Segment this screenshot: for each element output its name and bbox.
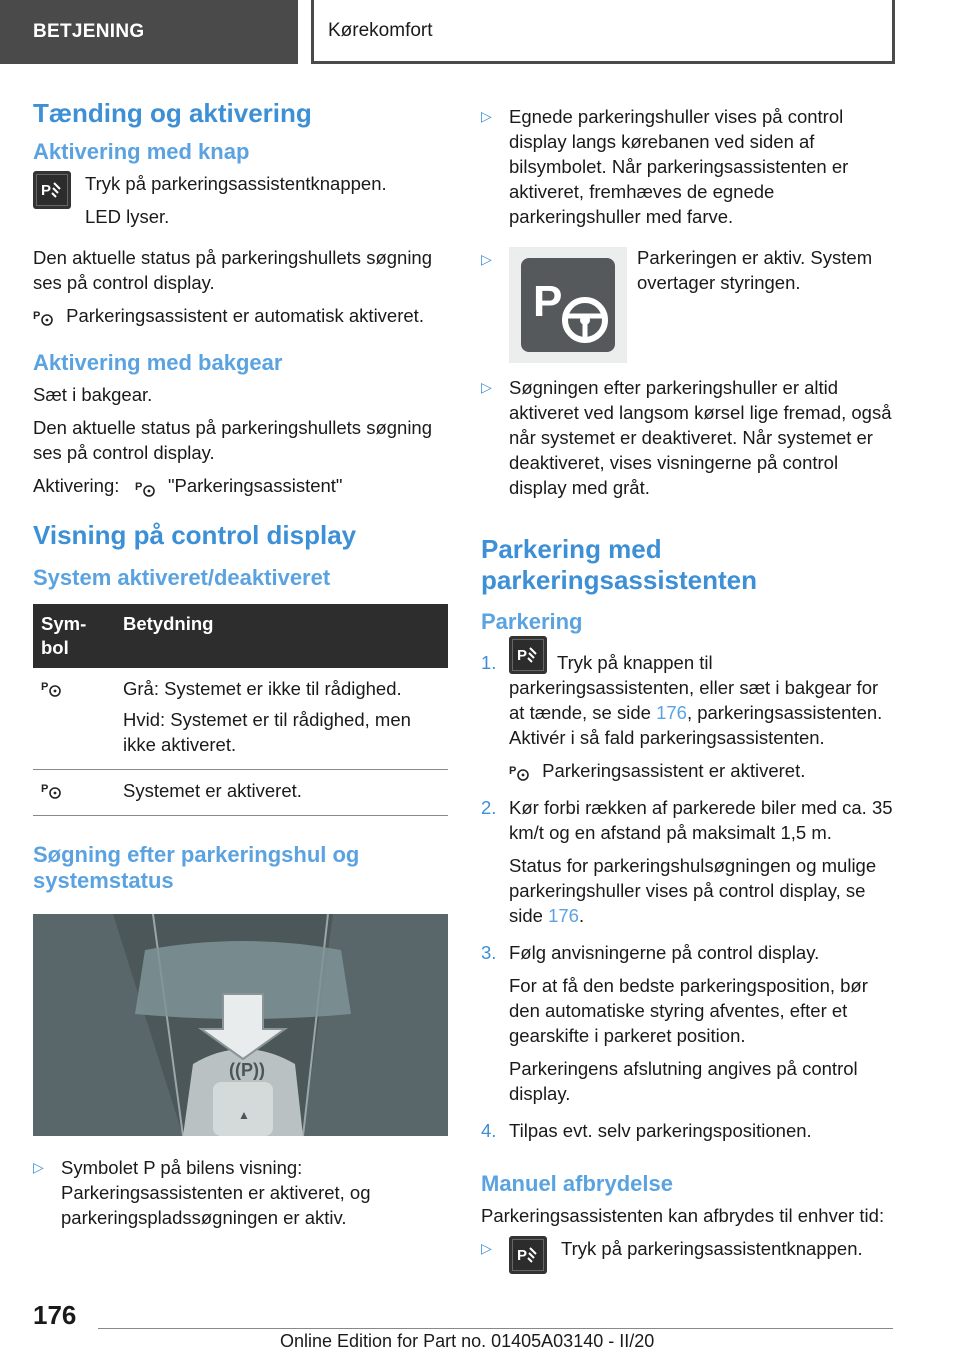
activation-value: "Parkeringsassistent" <box>167 475 343 497</box>
heading-activate-button: Aktivering med knap <box>33 138 250 164</box>
triangle-bullet-icon: ▷ <box>481 1240 492 1257</box>
heading-parking-with-assistant: Parkering med parkeringsassistenten <box>481 534 758 595</box>
status-text: Den aktuelle status på parkeringshullets søgning ses på control display. <box>33 247 433 294</box>
chapter-tab <box>311 0 895 64</box>
reverse-text-1: Sæt i bakgear. <box>33 384 153 406</box>
page-link[interactable]: 176 <box>548 904 579 926</box>
auto-activated-text: Parkeringsassistent er automatisk aktiveret. <box>66 305 424 327</box>
park-assist-button-icon <box>509 1236 547 1274</box>
heading-manual-cancel: Manuel afbrydelse <box>481 1170 673 1196</box>
heading-ignition: Tænding og aktivering <box>33 98 312 128</box>
symbol-table <box>33 604 448 816</box>
svg-text:P: P <box>41 782 49 795</box>
heading-parking: Parkering <box>481 609 583 635</box>
svg-text:P: P <box>517 646 528 664</box>
table-row <box>33 668 448 770</box>
button-text-2: LED lyser. <box>85 206 170 228</box>
step1-sub: P Parkeringsassistent er aktiveret. <box>509 759 806 781</box>
step4-text: Tilpas evt. selv parkeringspositionen. <box>509 1119 812 1141</box>
bullet-text: Søgningen efter parkeringshuller er altid aktiveret ved langsom kørsel lige fremad, også når systemet er deaktiveret. Når systemet er deaktiveret, vises visningerne på control display med gråt. <box>509 377 892 498</box>
park-assist-symbol-icon <box>33 308 55 326</box>
step-number: 3. <box>481 941 497 963</box>
svg-text:P: P <box>533 277 563 326</box>
step3-text-b: For at få den bedste parkeringsposition, bør den automatiske styring afventes, efter et gearskifte i parkeret position. <box>509 974 868 1046</box>
right-column <box>481 104 893 1284</box>
park-assist-button-icon <box>509 636 547 674</box>
table-row <box>33 769 448 815</box>
heading-search-status: Søgning efter parkeringshul og systemstatus <box>33 841 360 893</box>
footer-edition: Online Edition for Part no. 01405A03140 - II/20 <box>280 1331 655 1351</box>
step2-text: Kør forbi rækken af parkerede biler med ca. 35 km/t og en afstand på maksimalt 1,5 m. <box>509 796 893 843</box>
step3-text: Følg anvisningerne på control display. <box>509 941 820 963</box>
svg-text:P: P <box>33 310 41 323</box>
bullet-text: Egnede parkeringshuller vises på control display langs kørebanen ved siden af bilsymbolet. Når parkeringsassistenten er aktiveret, fremhæves de egnede parkeringshuller med farve. <box>509 106 849 227</box>
park-assist-symbol-icon <box>509 763 531 781</box>
list-item <box>481 375 893 508</box>
heading-system-status: System aktiveret/deaktiveret <box>33 565 331 591</box>
park-assist-symbol-icon <box>135 479 157 497</box>
step3-text-c: Parkeringens afslutning angives på control display. <box>509 1057 858 1104</box>
col-symbol-header: Sym-bol <box>33 604 115 668</box>
step-4 <box>481 1118 893 1151</box>
parking-display-image <box>33 914 448 1136</box>
triangle-bullet-icon: ▷ <box>481 108 492 124</box>
step-number: 2. <box>481 796 497 818</box>
park-assist-active-symbol-icon <box>41 781 63 799</box>
heading-reverse-gear: Aktivering med bakgear <box>33 350 283 376</box>
page-link[interactable]: 176 <box>656 701 687 723</box>
manual-text: Parkeringsassistenten kan afbrydes til enhver tid: <box>481 1205 885 1227</box>
triangle-bullet-icon: ▷ <box>481 251 492 267</box>
row2-active: Systemet er aktiveret. <box>123 779 302 801</box>
svg-text:P: P <box>134 480 143 493</box>
svg-text:P: P <box>517 1247 528 1265</box>
bullet-text: Symbolet P på bilens visning: Parkeringsassistenten er aktiveret, og parkeringspladssøgningen er aktiv. <box>61 1157 371 1229</box>
step-number: 1. <box>481 651 497 673</box>
page-number: 176 <box>33 1300 77 1330</box>
activation-label: Aktivering: <box>33 475 120 497</box>
section-tab <box>0 0 298 64</box>
reverse-text-2: Den aktuelle status på parkeringshullets søgning ses på control display. <box>33 417 433 464</box>
heading-control-display: Visning på control display <box>33 520 357 551</box>
activation-line <box>33 473 448 498</box>
button-instruction <box>33 171 448 237</box>
step2-status: Status for parkeringshulsøgningen og mulige parkeringshuller vises på control display, se side 176. <box>509 854 877 926</box>
park-assist-button-icon <box>33 171 71 209</box>
section-title: BETJENING <box>33 21 145 42</box>
bullet-text: Parkeringen er aktiv. System overtager styringen. <box>637 247 873 293</box>
svg-text:P: P <box>509 764 517 777</box>
svg-text:((P)): ((P)) <box>229 1060 265 1081</box>
list-item <box>481 1236 893 1274</box>
triangle-bullet-icon: ▷ <box>481 379 492 395</box>
row1-white: Hvid: Systemet er til rådighed, men ikke aktiveret. <box>123 708 411 755</box>
chapter-title: Kørekomfort <box>328 19 433 41</box>
park-assist-symbol-icon <box>41 679 63 697</box>
park-steering-display-icon <box>509 247 627 363</box>
list-item <box>481 247 893 363</box>
step-3 <box>481 940 893 1114</box>
svg-text:▲: ▲ <box>238 1108 250 1123</box>
auto-activated-line <box>33 303 448 328</box>
left-column <box>33 98 448 1248</box>
step-1 <box>481 646 893 791</box>
list-item <box>481 104 893 237</box>
step1-text: P Tryk på knappen til parkeringsassistenten, eller sæt i bakgear for at tænde, se side 176, parkeringsassistenten. Aktivér i så fald parkeringsassistenten. <box>509 650 893 750</box>
svg-text:P: P <box>41 680 49 693</box>
step-number: 4. <box>481 1119 497 1141</box>
step-2 <box>481 795 893 936</box>
col-meaning-header: Betydning <box>115 604 448 668</box>
footer-divider <box>98 1328 893 1329</box>
list-item <box>33 1155 448 1238</box>
bullet-text: Tryk på parkeringsassistentknappen. <box>561 1238 863 1260</box>
button-text-1: Tryk på parkeringsassistentknappen. <box>85 173 387 195</box>
svg-text:P: P <box>41 182 52 200</box>
row1-grey: Grå: Systemet er ikke til rådighed. <box>123 677 402 699</box>
triangle-bullet-icon: ▷ <box>33 1159 44 1176</box>
